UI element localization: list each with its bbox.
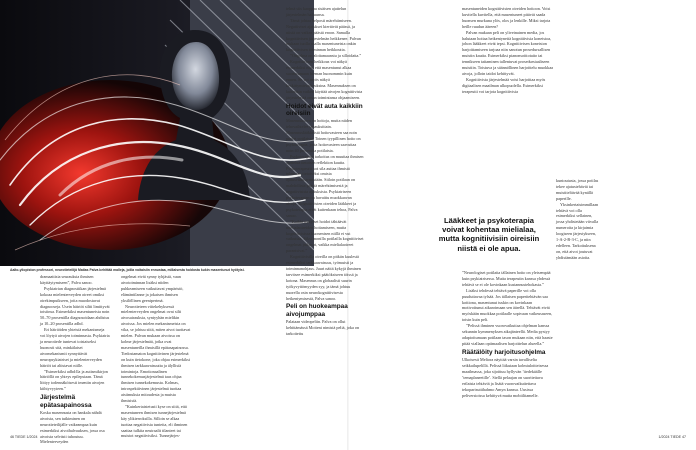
- paragraph: Ulkoisesti Meliora näyttää varsin tavalliselta seikkailupelillä. Pelissä liikutaan kolmiuloitteisessa maailmassa, joka sijoittuu hyllyvän ’tiedekäälle ’temaplaneetille’. Siellä pelaajan on suoritettava erilaisia tehtäviä ja lisätä vuorovaikuttettava tekoparisuttihahmo Amyn kanssa. Uusissa peliversioissa kehittyvä mutta mobiilitamelle.: [462, 357, 549, 398]
- paragraph: Koska masennusta on hankala nähdä aivoista, sen tutkiminen on neurotieteilijälle vaikeampaa kuin esimerkiksi aivoihalvauksen, jossa osa aivoista selvästi tuhoutuu. Mielenterveyden: [40, 409, 105, 445]
- photo-caption: Aalto-yliopiston professori, neurotieteilijä Matias Palva kehittää malleja, joilla voitaisiin ennustaa, millaisesta hoidosta kukin masentunut hyötyisi.: [10, 268, 245, 272]
- paragraph: Yksinkertaisimmillaan tehtävä voi olla esimerkiksi sellainen, jossa yhdistetään viivalla numeroita ja kirjaimia loogiseen järjestykseen, 1-A-2-B-3-C, ja niin edelleen. Tarkoituksena on, että aivot joutuvat yhdistämään asioita.: [556, 201, 599, 260]
- column-3: [286, 6, 364, 430]
- paragraph: ongelmat eivät synny tyhjästä, vaan aivotoiminnan lisäksi niiden puhkeamiseen vaikuttavat ympäristö, elämäntilanne ja jokaisen ihmisen yksilöllinen geeniperimä.: [121, 274, 184, 303]
- paragraph: ”Ongelma on aloitamaanstu ja silloidatta.”: [290, 53, 362, 59]
- paragraph: ”Pelissä ihminen vuorovaikuttaa ohjelman kanssa sekunnin kymmenyksen aikajänteellä. Media pystyy adaptoitumaan potilaan tason mukaan niin, että haaste pitää viallaan optimaalisen harjoittelun alueella.”: [462, 323, 553, 346]
- paragraph: Lisäksi tehdessä tehtävä paperille voi olla puuduttavaa tylsää. Jos tällaisen paperitehtävän saa koitiona, masentunut tuskin on kovinkaan motivoitunut aikaroimaan sen äärellä. Tehtävät eivät myöskään muokkaa potilaalle sopivaan vaikeusaseen, toisin kuin peli.: [462, 287, 553, 323]
- folio-left: 46 TIEDE 1/2024: [10, 435, 38, 439]
- pull-quote: Lääkkeet ja psykoterapia voivat kohentaa mielialaa, mutta kognitiivisiin oireisiin niistä ei ole apua.: [438, 216, 540, 253]
- section-heading: Järjestelmä epätasapainossa: [40, 394, 92, 409]
- paragraph: Neurotieteen viitekehyksessä mielenterveyden ongelmat ovat silti aivosairauksia, syntyyhän mielikin aivoissa. Jos mielen mekanismeista on vika, se johtuu siitä, miten aivot tuottavat mielen. Palvan mukaan aivoissa on kolme järjestelmää, jotka ovat masentuneilla ihmisillä epätasapainossa. Tiedostamaton kognitiivinen järjestelmä on kuin tietokone, joka ohjaa esimerkiksi ihmisen tarkkaavaisuutta ja älyllisiä toimintoja. Emotionaalinen tunnekokemusjärjestelmä taas ohjaa ihmisen tunnekokemusta. Kolmas, introspektiivinen järjestelmä tuottaa aistimuksia mitoudesta ja muista ihmisistä.: [121, 303, 191, 404]
- paragraph: Eri häiriöiden yhteisiä mekanismeja voi löytyä aivojen toiminnasta. Psykiatria ja neurotiede tuntevat toistaiseksi huonosti sitä, minkälaiset aivomekanismit synnyttävät neuropsykiatriset ja mielenterveyden häiriöt tai altistavat niille.: [40, 327, 110, 368]
- column-1: [40, 274, 110, 445]
- column-4-bottom: [462, 270, 554, 430]
- paragraph: Palataan videopeliin. Palva on ollut kehittämässä Moiteni nimistä peliä, joka on tarkoitettu: [286, 319, 360, 337]
- feature-photo: [0, 0, 314, 266]
- paragraph: Kognitiivista järjestelmää voisi harjoittaa myös digitaalisen maailman ulkopuolella. Esimerkiksi terapeutti voi tarjota kognitiivisia: [462, 76, 546, 94]
- section-heading: Hoidot eivät auta kaikkiin oireisiin: [286, 102, 363, 117]
- paragraph: Psykoterapian tarkoitus on muuttaa ihmisen ajattelua tietoisen reflektion kautta. Psykoterapeutti voi sila auttaa ihmistä tulemaan tietoiseksi omista ajatusvääristymistään. Siiloin potilaan on mahdollista päästä märehtimisestä ja negatiivisista ajatuksista. Psykiatriseen psykoterapian on havaittu muokkaavan aivoja. Kognitiivisten oireiden lääkkeet ja psykoterapia eivät kuitenkaan tehoa, Palva sanoo.: [286, 153, 364, 218]
- paragraph: ”Kuinkertaistetusti kyse on siitä, että masentuneen ihmisen tunnejärjestelmä käy ylikierroksilla. Silloin se alkaa tuottaa negatiivisia tunteita, eli ihminen saattaa tulkita neutraalit tilanteet tai muistot negatiivisiksi. Tunnejärjes-: [121, 403, 188, 439]
- paragraph: ”Neurologiset potilaita tällainen hoito on yleisempää kuin psykiatrisessa. Mutta terapeutin kanssa yhdessä tehtävä se ei ole kovinkaan kustannustehokasta.”: [462, 270, 551, 287]
- paragraph: Kognitiivisilla oireilla on pitkän kuulestä esimerkiksi tarkkaavaisuus, työmuisti ja toiminnanohjaus. Juuri näitä kykyjä ihminen tarvitsee esimerkiksi päätöksiseen töissä ja kotona. Masennus on globaalisti suurin työkyvyttömyyden syy, ja tämä johtuu nuorella osin neurokognitiivisesta heikentymisestä, Palva sanoo.: [286, 254, 361, 301]
- paragraph: Palvan mukaan peli on yliveinainen media, jos halutaan hoitaa heikentyneitä kognitiivisia koneistoa, johon lääkkeet eivät tepsi. Kognitiivisen koneiston harjoittamiseen tarjoaa niin sanotun prosedursallisen muistin kautta. Esimerkiksi pianonsoittotaito tai tennikseen taitaminen tallentuvat prosedurstaaliseen muistiin. Toistuva ja säännöllinen harjoittelu muokkaa aivoja, jolloin taidot kehittyvät.: [462, 29, 554, 76]
- folio-right: 1/2024 TIEDE 47: [658, 435, 686, 439]
- section-heading: Peli on huokeampaa aivojumppaa: [286, 303, 348, 318]
- paragraph: kuntoutusta, jossa potilas tekee ajatustehäviä tai muistiteltävää kynällä paperille.: [556, 178, 599, 201]
- paragraph: telmä siis kaappaa sisäisen ajattelun järjestelmän haltuunsa.: [286, 6, 347, 17]
- column-2: [121, 274, 191, 439]
- paragraph: Kognitiivinen heikkous voi näkyä esimerkiksi niin, että masentunut alkaa suoriutumaan hieman huonommin kuin ennen. Se voi myös näkyä keskittymisvaikeuksina. Masennuksen on kuitenkin vaikea käyttää aivojen kognitiivista järjestelmää oman toimintansa ohjaamiseen.: [286, 59, 363, 100]
- paragraph: Tämä johtaa helposti märehtimiseen. Negatiiviset ajatukset kiertävät päässä, ja niistä on vaikea päästä eroon. Samalla kognitiivisen järjestelmän heikkenee. Palvan mukaan tuolla osalla masentuneista onkin kognitiivisen toiminnan heikkoutta.: [286, 17, 361, 53]
- column-4-narrow: [556, 178, 600, 268]
- paragraph: Psykiatrian diagnostiikan järjestelmä kokoaa mielenterveyden oireet omiksi oirekimpuikseen, joita muodostavat diagnooseja. Usein häiriöt siltti limittyvät toisiinsa. Esimerkiksi masentuneista noin 50–70 prosentilla diagnosoidaan ahdistus ja 10–20 prosentilla adhd.: [40, 285, 110, 327]
- paragraph: ”Esimerkiksi adhd:lla ja autismikirjon häiriöllä on yhteys epilepsiaan. Tämä liittyy todennäköisesti imeniin aivojen kiihtyvyyteen.”: [40, 368, 108, 392]
- column-4-top: [462, 6, 554, 176]
- paragraph: Masennukseen on hoitoja, mutta niiden tehovaihtelee tapauksittain. Masennuslääkkeistä hoitovasteen saa noin puolet potilaista. Toinen tyypillinen hoito on psykoterapia, josta hoitovasteen saavuttaa noin 40 prosenttia potilaista.: [286, 118, 361, 153]
- paragraph: masentuneiden kognitiivisten oireiden hoitoon. Voisi kuvitella kuvitella, että masentuneet pitävät saada huonsen murkuna ylös, olos ja lenkille. Miksi tarjota heille ruudun ääreen?: [462, 6, 551, 29]
- section-heading: Räätälöity harjoitusohjelma: [462, 348, 546, 356]
- paragraph: dramaattisia seurauksia ihmisen käyttäytymiseen”, Palva sanoo.: [40, 274, 94, 285]
- light-trails-illustration: [0, 0, 314, 266]
- paragraph: ”Kaikki nykyiset hoidot tähtäävät mielialaoireiden hoitamiseen, mutta kognitiivisissa kuonenisen niillä ei vut vaikuttaa. Siksi monilla potilailla kognitiiviset ongelmat jatkuvat, vaikka mielialaoireet paranisivat.”: [286, 218, 364, 254]
